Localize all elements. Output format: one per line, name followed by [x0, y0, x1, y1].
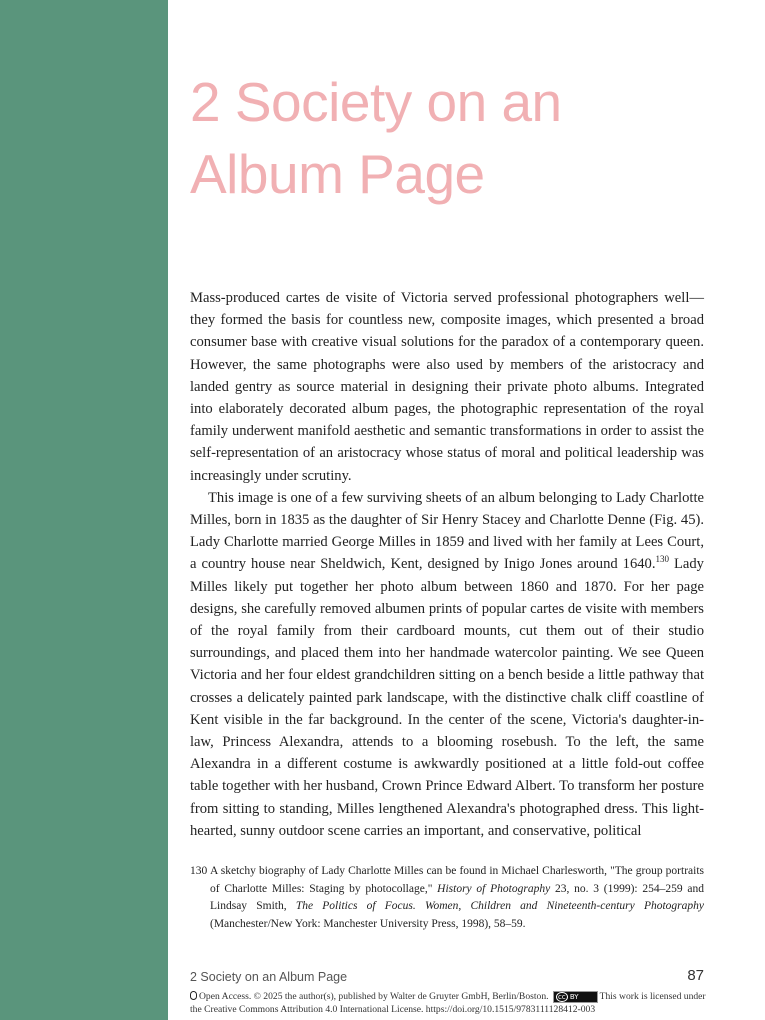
open-access-lock-icon	[190, 991, 197, 1000]
footnote-number: 130	[190, 865, 208, 877]
side-color-band	[0, 0, 168, 1020]
license-notice	[190, 991, 710, 1016]
footnote-text-1: A sketchy biography of Lady Charlotte Milles can be found in Michael Charlesworth, "The group portraits of Charlotte Milles: Staging by photocollage,"	[210, 865, 704, 895]
chapter-title-line-2: Album Page	[190, 143, 485, 205]
footnote-text-3: (Manchester/New York: Manchester University Press, 1998), 58–59.	[210, 917, 526, 930]
footnote-reference[interactable]: 130	[655, 554, 669, 565]
paragraph-2	[190, 487, 704, 842]
cc-by-badge-icon[interactable]: cc BY	[553, 991, 598, 1003]
cc-badge-label: BY	[569, 993, 579, 1001]
paragraph-1: Mass-produced cartes de visite of Victoria served professional photographers well—they formed the basis for countless new, composite images, which presented a broad consumer base with creative visual solutions for the paradox of a contemporary queen. However, the same photographs were also used by members of the aristocracy and landed gentry as source material in designing their private photo albums. Integrated into elaborately decorated album pages, the photographic representation of the royal family underwent manifold aesthetic and semantic transformations in order to assist the self-representation of an aristocracy whose status of moral and political leadership was increasingly under scrutiny.	[190, 290, 704, 484]
chapter-title-line-1: 2 Society on an	[190, 71, 562, 133]
chapter-title	[190, 66, 750, 210]
footnote-130	[190, 863, 704, 933]
page-number: 87	[687, 967, 704, 984]
running-head: 2 Society on an Album Page	[190, 970, 348, 984]
license-text-b: This work is licensed under the Creative Commons Attribution 4.0 International License. https://doi.org/10.1515/9783111128412-003	[190, 991, 706, 1015]
footnote-journal-title: History of Photography	[437, 882, 551, 895]
body-text	[190, 287, 704, 842]
footnote-book-title: The Politics of Focus. Women, Children and Nineteenth-century Photography	[295, 900, 705, 913]
footnote-text-2: 23, no. 3 (1999): 254–259 and Lindsay Smith,	[210, 882, 704, 913]
footnote-text	[210, 863, 704, 933]
paragraph-2-part-a: This image is one of a few surviving sheets of an album belonging to Lady Charlotte Milles, born in 1835 as the daughter of Sir Henry Stacey and Charlotte Denne (Fig. 45). Lady Charlotte married George Milles in 1859 and lived with her family at Lees Court, a country house near Sheldwich, Kent, designed by Inigo Jones around 1640.	[190, 489, 704, 573]
license-text-a: Open Access. © 2025 the author(s), published by Walter de Gruyter GmbH, Berlin/Boston.	[199, 991, 549, 1002]
paragraph-2-part-b: Lady Milles likely put together her photo album between 1860 and 1870. For her page designs, she carefully removed albumen prints of popular cartes de visite with members of the royal family from their cardboard mounts, cut them out of their studio surroundings, and placed them into her handmade watercolor painting. We see Queen Victoria and her four eldest grandchildren sitting on a bench beside a little pathway that crosses a delicately painted park landscape, with the distinctive chalk cliff coastline of Kent visible in the far background. In the center of the scene, Victoria's daughter-in-law, Princess Alexandra, attends to a blooming rosebush. To the left, the same Alexandra in a different costume is awkwardly positioned at a little fold-out coffee table together with her husband, Crown Prince Edward Albert. To transform her posture from sitting to standing, Milles lengthened Alexandra's photographed dress. This light-hearted, sunny outdoor scene carries an important, and conservative, political	[190, 556, 704, 839]
